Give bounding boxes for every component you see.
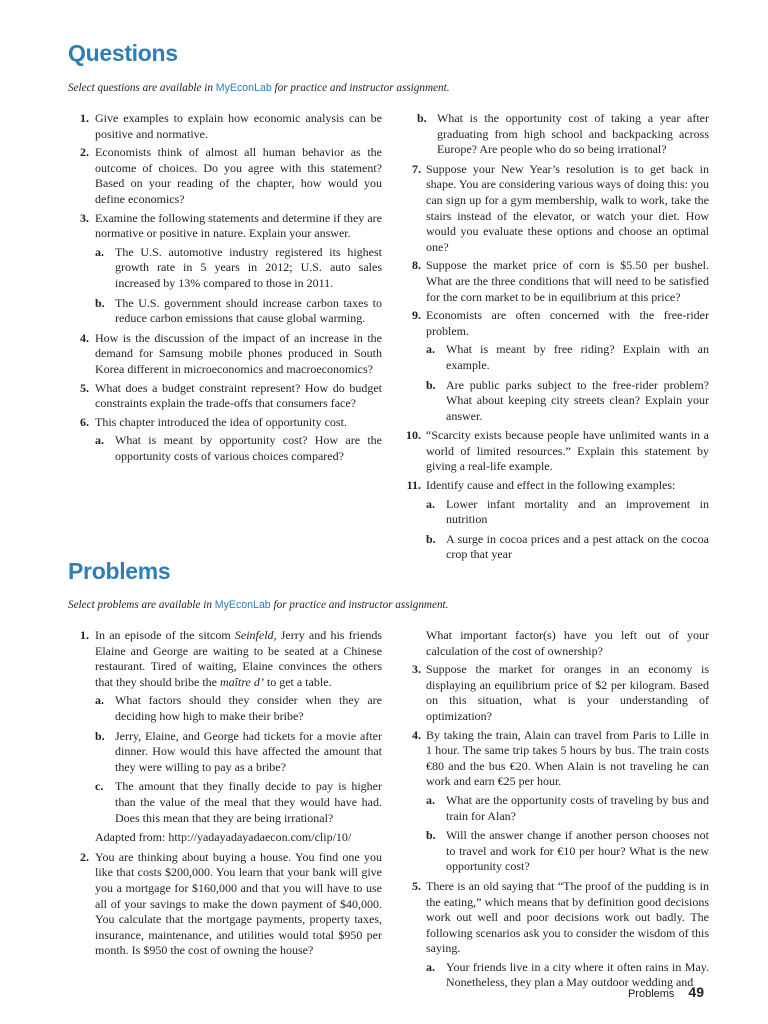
question-subitem: a. What is meant by opportunity cost? How are the opportunity costs of various choices compared? [95, 433, 382, 463]
question-item: 8. Suppose the market price of corn is $5.50 per bushel. What are the three conditions that will need to be satisfied for the corn market to be in equilibrium at this price? [412, 258, 709, 304]
question-item: 9. Economists are often concerned with the free-rider problem. a. What is meant by free riding? Explain with an example. b. Are public parks subject to the free-rider problem? What about keeping city streets clean? Explain your answer. [412, 308, 709, 423]
problem-subitem: a. What factors should they consider when they are deciding how high to make their bribe? [95, 693, 382, 723]
intro-text: Select questions are available in [68, 82, 216, 94]
footer-section-label: Problems [627, 988, 675, 1000]
problems-heading: Problems [68, 558, 171, 584]
problem-item: 4. By taking the train, Alain can travel from Paris to Lille in 1 hour. The same trip takes 5 hours by bus. The train costs €80 and the bus €20. When Alain is not traveling he can work and earn €25 per hour. a. What are the opportunity costs of traveling by bus and train for Alan? b. Will the answer change if another person chooses not to travel and work for €10 per hour? What is the new opportunity cost? [412, 727, 709, 874]
questions-right-column [397, 111, 709, 567]
problem-subitem: b. Will the answer change if another person chooses not to travel and work for €10 per hour? What is the new opportunity cost? [426, 828, 709, 874]
question-item: 4. How is the discussion of the impact of an increase in the demand for Samsung mobile phones produced in South Korea different in microeconomics and macroeconomics? [80, 330, 382, 376]
question-item: 10. “Scarcity exists because people have unlimited wants in a world of limited resources.” Explain this statement by giving a real-life example. [406, 428, 709, 474]
myeconlab-brand: MyEconLab [214, 599, 271, 611]
source-citation: Adapted from: http://yadayadayadaecon.com/clip/10/ [95, 830, 352, 845]
intro-text: for practice and instructor assignment. [271, 82, 450, 94]
question-item: 1. Give examples to explain how economic analysis can be positive and normative. [80, 111, 382, 141]
problem-subitem: a. What are the opportunity costs of traveling by bus and train for Alan? [426, 792, 709, 823]
questions-left-column [70, 111, 382, 468]
intro-text: Select problems are available in [68, 599, 215, 611]
problem-item: 1. In an episode of the sitcom Seinfeld, Jerry and his friends Elaine and George are waiting to be seated at a Chinese restaurant. Tired of waiting, Elaine convinces the others that they should bribe the maître d’ to get a table. a. What factors should they consider when they are deciding how high to make their bribe? b. Jerry, Elaine, and George had tickets for a movie after dinner. How would this have affected the amount that they were willing to pay as a bribe? c. The amount that they finally decide to pay is higher than the value of the meal that they would have had. Does this mean that they are being irrational? Adapted from: http://yadayadayadaecon.com/clip/10/ [80, 628, 382, 845]
question-item: 11. Identify cause and effect in the following examples: a. Lower infant mortality and an improvement in nutrition b. A surge in cocoa prices and a pest attack on the cocoa crop that year [406, 478, 709, 562]
question-subitem: b. A surge in cocoa prices and a pest attack on the cocoa crop that year [426, 531, 709, 562]
problem-continuation: What important factor(s) have you left out of your calculation of the cost of ownership? [426, 628, 709, 658]
question-item: 6. This chapter introduced the idea of opportunity cost. a. What is meant by opportunity cost? How are the opportunity costs of various choices compared? [80, 414, 382, 463]
question-item: 3. Examine the following statements and determine if they are normative or positive in nature. Explain your answer. a. The U.S. automotive industry registered its highest growth rate in 5 years in 2012; U.S. auto sales increased by 13% compared to those in 2011. b. The U.S. government should increase carbon taxes to reduce carbon emissions that cause global warming. [80, 210, 382, 326]
question-subitem: b. Are public parks subject to the free-rider problem? What about keeping city streets clean? Explain your answer. [426, 377, 709, 423]
page-number: 49 [688, 984, 704, 1000]
question-item: 5. What does a budget constraint represent? How do budget constraints explain the trade-offs that consumers face? [80, 380, 382, 411]
question-subitem: b. What is the opportunity cost of taking a year after graduating from high school and backpacking across Europe? Are people who do so being irrational? [417, 111, 709, 157]
questions-intro [68, 82, 450, 94]
problems-left-column [70, 628, 382, 962]
question-item: 7. Suppose your New Year’s resolution is to get back in shape. You are considering various ways of doing this: you can sign up for a gym membership, walk to work, take the stairs instead of the elevator, or watch your diet. How would you evaluate these options and choose an optimal one? [412, 161, 709, 254]
problems-right-column [397, 628, 709, 995]
problem-subitem: b. Jerry, Elaine, and George had tickets for a movie after dinner. How would this have affected the amount that they were willing to pay as a bribe? [95, 728, 382, 774]
problem-item: 2. You are thinking about buying a house. You find one you like that costs $200,000. You learn that your bank will give you a mortgage for $160,000 and that you will have to use all of your savings to make the down payment of $40,000. You calculate that the mortgage payments, property taxes, insurance, maintenance, and utilities would total $950 per month. Is $950 the cost of owning the house? [80, 849, 382, 958]
problem-item: 3. Suppose the market for oranges in an economy is displaying an equilibrium price of $2 per kilogram. Based on this situation, what is your understanding of optimization? [412, 662, 709, 723]
problems-intro [68, 599, 448, 611]
myeconlab-brand: MyEconLab [215, 82, 272, 94]
question-subitem: a. The U.S. automotive industry registered its highest growth rate in 5 years in 2012; U.S. auto sales increased by 13% compared to those in 2011. [95, 244, 382, 290]
problem-subitem: a. Your friends live in a city where it often rains in May. Nonetheless, they plan a May outdoor wedding and [426, 959, 709, 990]
question-subitem: a. What is meant by free riding? Explain with an example. [426, 342, 709, 372]
intro-text: for practice and instructor assignment. [270, 599, 449, 611]
page-footer [628, 984, 704, 1002]
question-subitem: a. Lower infant mortality and an improvement in nutrition [426, 496, 709, 527]
problem-subitem: c. The amount that they finally decide to pay is higher than the value of the meal that they would have had. Does this mean that they are being irrational? [95, 779, 382, 825]
problem-item: 5. There is an old saying that “The proof of the pudding is in the eating,” which means that by definition good decisions work out well and poor decisions work out badly. The following scenarios ask you to consider the wisdom of this saying. a. Your friends live in a city where it often rains in May. Nonetheless, they plan a May outdoor wedding and [412, 878, 709, 990]
question-subitem: b. The U.S. government should increase carbon taxes to reduce carbon emissions that cause global warming. [95, 295, 382, 326]
questions-heading: Questions [68, 40, 178, 66]
question-item: 2. Economists think of almost all human behavior as the outcome of choices. Do you agree with this statement? Based on your reading of the chapter, how would you define economics? [80, 145, 382, 206]
